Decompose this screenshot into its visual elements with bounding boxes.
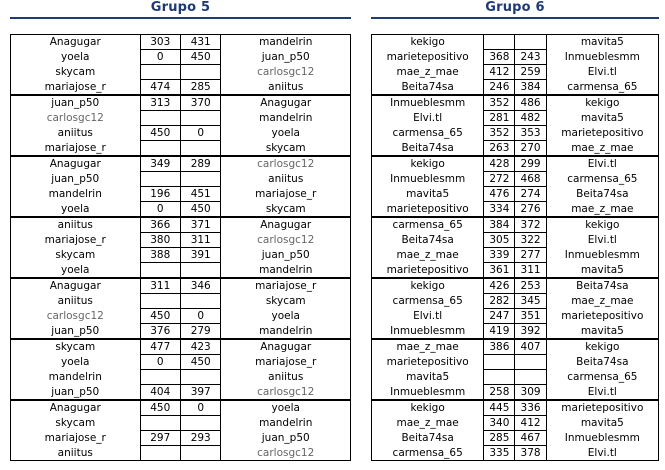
away-player: Beita74sa <box>546 187 658 202</box>
home-score: 412 <box>484 65 515 80</box>
home-player: aniitus <box>11 294 141 309</box>
home-score: 361 <box>484 263 515 279</box>
home-score: 428 <box>484 156 515 172</box>
away-player: mandelrin <box>221 416 351 431</box>
away-score: 0 <box>180 400 220 416</box>
match-row <box>372 217 659 233</box>
away-score: 253 <box>515 278 546 294</box>
away-player: mariajose_r <box>221 187 351 202</box>
home-score <box>484 355 515 370</box>
title-underline <box>10 17 351 19</box>
match-row <box>11 111 351 126</box>
home-player: juan_p50 <box>11 172 141 187</box>
match-row <box>372 324 659 340</box>
home-player: carmensa_65 <box>372 294 484 309</box>
home-score: 339 <box>484 248 515 263</box>
home-player: mae_z_mae <box>372 65 484 80</box>
home-player: yoela <box>11 50 141 65</box>
home-score: 0 <box>140 50 180 65</box>
match-row <box>11 294 351 309</box>
away-player: Elvi.tl <box>546 156 658 172</box>
match-row <box>11 217 351 233</box>
home-score: 384 <box>484 217 515 233</box>
home-player: Inmueblesmm <box>372 95 484 111</box>
home-player: mandelrin <box>11 370 141 385</box>
home-score: 380 <box>140 233 180 248</box>
match-row <box>11 50 351 65</box>
away-player: aniitus <box>221 80 351 96</box>
match-row <box>11 400 351 416</box>
home-player: Inmueblesmm <box>372 385 484 401</box>
away-score: 309 <box>515 385 546 401</box>
match-row <box>372 263 659 279</box>
home-score: 272 <box>484 172 515 187</box>
home-score: 297 <box>140 431 180 446</box>
away-player: Anagugar <box>221 95 351 111</box>
home-score: 474 <box>140 80 180 96</box>
away-player: Inmueblesmm <box>546 248 658 263</box>
match-row <box>372 141 659 157</box>
match-row <box>372 416 659 431</box>
match-row <box>372 278 659 294</box>
away-player: carlosgc12 <box>221 385 351 401</box>
away-player: yoela <box>221 309 351 324</box>
match-row <box>11 126 351 141</box>
match-row <box>11 95 351 111</box>
match-row <box>11 248 351 263</box>
home-player: aniitus <box>11 446 141 461</box>
home-score: 426 <box>484 278 515 294</box>
match-row <box>11 263 351 279</box>
away-player: carmensa_65 <box>546 370 658 385</box>
home-player: kekigo <box>372 278 484 294</box>
away-score: 482 <box>515 111 546 126</box>
home-player: carmensa_65 <box>372 126 484 141</box>
home-player: kekigo <box>372 35 484 50</box>
away-score <box>515 355 546 370</box>
away-score: 311 <box>180 233 220 248</box>
away-score: 311 <box>515 263 546 279</box>
home-score: 285 <box>484 431 515 446</box>
away-player: carmensa_65 <box>546 172 658 187</box>
home-score: 258 <box>484 385 515 401</box>
away-player: Beita74sa <box>546 278 658 294</box>
match-row <box>372 35 659 50</box>
group-5-results-table <box>10 34 351 461</box>
away-score: 450 <box>180 50 220 65</box>
away-player: mandelrin <box>221 35 351 50</box>
home-score: 305 <box>484 233 515 248</box>
away-score: 274 <box>515 187 546 202</box>
away-score <box>180 263 220 279</box>
away-player: Anagugar <box>221 217 351 233</box>
home-score <box>140 263 180 279</box>
home-score: 450 <box>140 400 180 416</box>
match-row <box>372 294 659 309</box>
away-score: 431 <box>180 35 220 50</box>
away-score: 423 <box>180 339 220 355</box>
home-score: 349 <box>140 156 180 172</box>
home-score: 476 <box>484 187 515 202</box>
match-row <box>372 50 659 65</box>
match-row <box>372 431 659 446</box>
home-player: Inmueblesmm <box>372 172 484 187</box>
home-player: mariajose_r <box>11 80 141 96</box>
home-player: Anagugar <box>11 278 141 294</box>
away-score <box>180 294 220 309</box>
away-score <box>180 370 220 385</box>
match-row <box>11 370 351 385</box>
away-player: skycam <box>221 294 351 309</box>
away-player: mandelrin <box>221 111 351 126</box>
away-score: 270 <box>515 141 546 157</box>
home-score: 477 <box>140 339 180 355</box>
away-score: 407 <box>515 339 546 355</box>
match-row <box>11 156 351 172</box>
away-score: 351 <box>515 309 546 324</box>
home-player: mariajose_r <box>11 141 141 157</box>
away-score <box>515 35 546 50</box>
away-player: carlosgc12 <box>221 446 351 461</box>
away-score: 293 <box>180 431 220 446</box>
away-player: carmensa_65 <box>546 80 658 96</box>
away-score: 372 <box>515 217 546 233</box>
match-row <box>372 309 659 324</box>
away-player: mandelrin <box>221 324 351 340</box>
home-player: marietepositivo <box>372 263 484 279</box>
home-score: 368 <box>484 50 515 65</box>
title-underline <box>371 17 659 19</box>
home-player: mavita5 <box>372 187 484 202</box>
home-player: juan_p50 <box>11 324 141 340</box>
home-player: mandelrin <box>11 187 141 202</box>
away-player: juan_p50 <box>221 50 351 65</box>
away-player: kekigo <box>546 95 658 111</box>
home-player: mae_z_mae <box>372 339 484 355</box>
away-player: skycam <box>221 141 351 157</box>
match-row <box>372 111 659 126</box>
away-score: 378 <box>515 446 546 461</box>
home-score <box>140 294 180 309</box>
home-player: mariajose_r <box>11 431 141 446</box>
away-score <box>515 370 546 385</box>
match-row <box>372 339 659 355</box>
home-player: mae_z_mae <box>372 416 484 431</box>
home-score: 0 <box>140 355 180 370</box>
away-score <box>180 141 220 157</box>
away-player: mariajose_r <box>221 278 351 294</box>
match-row <box>11 431 351 446</box>
away-player: Beita74sa <box>546 355 658 370</box>
home-player: yoela <box>11 202 141 218</box>
away-score: 370 <box>180 95 220 111</box>
home-player: yoela <box>11 263 141 279</box>
away-score: 450 <box>180 202 220 218</box>
home-player: Beita74sa <box>372 431 484 446</box>
match-row <box>11 309 351 324</box>
home-score: 445 <box>484 400 515 416</box>
match-row <box>11 339 351 355</box>
home-score <box>140 172 180 187</box>
match-row <box>11 202 351 218</box>
away-player: kekigo <box>546 339 658 355</box>
away-score: 371 <box>180 217 220 233</box>
match-row <box>372 400 659 416</box>
away-score: 285 <box>180 80 220 96</box>
home-score <box>140 370 180 385</box>
home-score: 352 <box>484 126 515 141</box>
home-score: 335 <box>484 446 515 461</box>
away-score: 322 <box>515 233 546 248</box>
group-6-results-table <box>371 34 659 461</box>
match-row <box>11 141 351 157</box>
away-player: mariajose_r <box>221 355 351 370</box>
home-player: juan_p50 <box>11 385 141 401</box>
match-row <box>372 187 659 202</box>
away-score <box>180 416 220 431</box>
home-player: carmensa_65 <box>372 217 484 233</box>
match-row <box>11 324 351 340</box>
home-player: carlosgc12 <box>11 309 141 324</box>
home-score: 334 <box>484 202 515 218</box>
away-player: Inmueblesmm <box>546 431 658 446</box>
home-player: aniitus <box>11 126 141 141</box>
away-score: 259 <box>515 65 546 80</box>
away-score: 345 <box>515 294 546 309</box>
away-player: aniitus <box>221 172 351 187</box>
match-row <box>11 80 351 96</box>
home-score: 340 <box>484 416 515 431</box>
away-score <box>180 65 220 80</box>
home-player: Beita74sa <box>372 80 484 96</box>
home-score: 0 <box>140 202 180 218</box>
match-row <box>11 385 351 401</box>
away-player: carlosgc12 <box>221 65 351 80</box>
home-player: skycam <box>11 416 141 431</box>
home-score: 263 <box>484 141 515 157</box>
away-player: mavita5 <box>546 324 658 340</box>
home-player: mae_z_mae <box>372 248 484 263</box>
home-score: 388 <box>140 248 180 263</box>
away-score: 384 <box>515 80 546 96</box>
away-player: juan_p50 <box>221 431 351 446</box>
match-row <box>372 355 659 370</box>
away-score: 0 <box>180 309 220 324</box>
away-score: 289 <box>180 156 220 172</box>
away-score: 279 <box>180 324 220 340</box>
match-row <box>11 233 351 248</box>
match-row <box>11 416 351 431</box>
away-player: Elvi.tl <box>546 385 658 401</box>
home-score: 450 <box>140 126 180 141</box>
away-score: 451 <box>180 187 220 202</box>
away-score: 353 <box>515 126 546 141</box>
home-score: 247 <box>484 309 515 324</box>
home-player: Beita74sa <box>372 233 484 248</box>
away-score: 277 <box>515 248 546 263</box>
away-score: 0 <box>180 126 220 141</box>
home-player: Beita74sa <box>372 141 484 157</box>
away-player: mae_z_mae <box>546 202 658 218</box>
match-row <box>372 156 659 172</box>
home-player: marietepositivo <box>372 355 484 370</box>
home-score: 313 <box>140 95 180 111</box>
match-row <box>372 202 659 218</box>
away-player: skycam <box>221 202 351 218</box>
home-score: 246 <box>484 80 515 96</box>
match-row <box>372 95 659 111</box>
match-row <box>11 35 351 50</box>
home-score: 282 <box>484 294 515 309</box>
home-score: 352 <box>484 95 515 111</box>
away-player: mandelrin <box>221 263 351 279</box>
match-row <box>11 187 351 202</box>
away-player: mae_z_mae <box>546 141 658 157</box>
home-player: mariajose_r <box>11 233 141 248</box>
away-score <box>180 111 220 126</box>
match-row <box>372 65 659 80</box>
home-player: Anagugar <box>11 156 141 172</box>
match-row <box>372 233 659 248</box>
home-player: kekigo <box>372 400 484 416</box>
group-title: Grupo 5 <box>150 0 211 15</box>
away-score: 397 <box>180 385 220 401</box>
home-score: 404 <box>140 385 180 401</box>
home-player: Anagugar <box>11 35 141 50</box>
away-player: marietepositivo <box>546 126 658 141</box>
home-score: 311 <box>140 278 180 294</box>
away-score: 468 <box>515 172 546 187</box>
away-score: 391 <box>180 248 220 263</box>
home-score: 281 <box>484 111 515 126</box>
home-player: carlosgc12 <box>11 111 141 126</box>
home-player: yoela <box>11 355 141 370</box>
home-player: kekigo <box>372 156 484 172</box>
away-player: aniitus <box>221 370 351 385</box>
away-player: carlosgc12 <box>221 156 351 172</box>
away-player: mavita5 <box>546 35 658 50</box>
away-score: 336 <box>515 400 546 416</box>
home-score: 376 <box>140 324 180 340</box>
away-score: 450 <box>180 355 220 370</box>
away-player: Elvi.tl <box>546 446 658 461</box>
home-score <box>140 111 180 126</box>
away-score: 299 <box>515 156 546 172</box>
group-5-panel <box>10 0 351 459</box>
match-row <box>372 248 659 263</box>
away-player: mavita5 <box>546 263 658 279</box>
away-player: yoela <box>221 126 351 141</box>
match-row <box>372 126 659 141</box>
away-score: 412 <box>515 416 546 431</box>
away-player: carlosgc12 <box>221 233 351 248</box>
group-6-panel <box>371 0 659 459</box>
home-player: Inmueblesmm <box>372 324 484 340</box>
away-player: Elvi.tl <box>546 65 658 80</box>
home-player: Elvi.tl <box>372 111 484 126</box>
home-player: marietepositivo <box>372 202 484 218</box>
away-player: mavita5 <box>546 111 658 126</box>
home-score: 419 <box>484 324 515 340</box>
home-score <box>484 370 515 385</box>
away-player: Inmueblesmm <box>546 50 658 65</box>
away-score: 486 <box>515 95 546 111</box>
away-player: yoela <box>221 400 351 416</box>
home-player: skycam <box>11 65 141 80</box>
home-score <box>484 35 515 50</box>
away-player: juan_p50 <box>221 248 351 263</box>
away-score: 243 <box>515 50 546 65</box>
away-player: kekigo <box>546 217 658 233</box>
home-score: 386 <box>484 339 515 355</box>
away-score: 467 <box>515 431 546 446</box>
home-player: skycam <box>11 339 141 355</box>
home-player: Elvi.tl <box>372 309 484 324</box>
home-score <box>140 65 180 80</box>
home-score: 303 <box>140 35 180 50</box>
away-score <box>180 172 220 187</box>
match-row <box>372 446 659 461</box>
home-score: 366 <box>140 217 180 233</box>
away-player: mavita5 <box>546 416 658 431</box>
away-score: 392 <box>515 324 546 340</box>
home-player: juan_p50 <box>11 95 141 111</box>
match-row <box>11 278 351 294</box>
home-player: mavita5 <box>372 370 484 385</box>
away-player: Anagugar <box>221 339 351 355</box>
match-row <box>372 370 659 385</box>
away-player: mae_z_mae <box>546 294 658 309</box>
group-title: Grupo 6 <box>485 0 545 15</box>
home-player: aniitus <box>11 217 141 233</box>
away-player: Elvi.tl <box>546 233 658 248</box>
match-row <box>11 65 351 80</box>
home-score <box>140 416 180 431</box>
away-score <box>180 446 220 461</box>
match-row <box>372 172 659 187</box>
match-row <box>11 446 351 461</box>
away-score: 346 <box>180 278 220 294</box>
home-player: skycam <box>11 248 141 263</box>
home-player: Anagugar <box>11 400 141 416</box>
away-player: marietepositivo <box>546 400 658 416</box>
match-row <box>11 172 351 187</box>
home-score: 450 <box>140 309 180 324</box>
home-score <box>140 141 180 157</box>
home-score: 196 <box>140 187 180 202</box>
home-player: carmensa_65 <box>372 446 484 461</box>
match-row <box>372 80 659 96</box>
away-score: 276 <box>515 202 546 218</box>
away-player: marietepositivo <box>546 309 658 324</box>
match-row <box>11 355 351 370</box>
home-player: marietepositivo <box>372 50 484 65</box>
match-row <box>372 385 659 401</box>
home-score <box>140 446 180 461</box>
